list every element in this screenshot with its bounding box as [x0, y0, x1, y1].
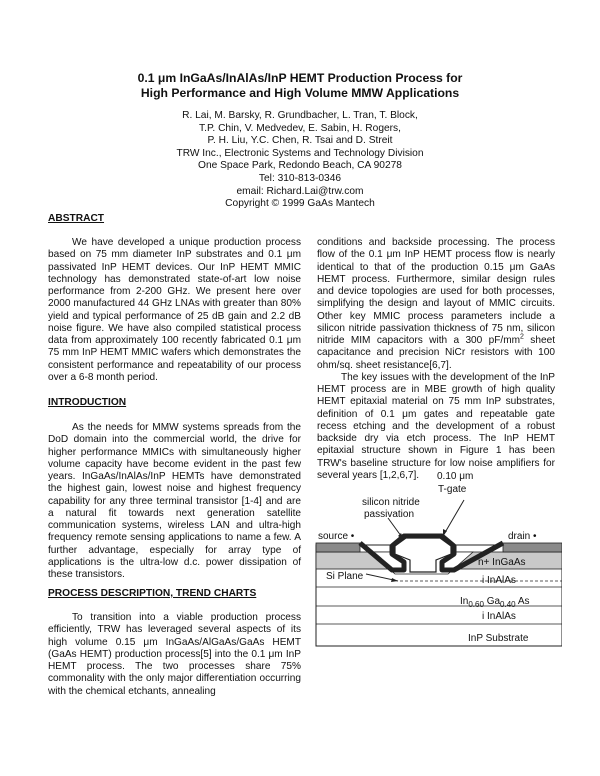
paper-title-line-1: 0.1 μm InGaAs/InAlAs/InP HEMT Production Process for: [137, 71, 463, 85]
process-text: To transition into a viable production process efficiently, TRW has leveraged several aspects of its high volume 0.15 μm InGaAs/AlGaAs/GaAs HEMT (GaAs HEMT) production process[5] into the 0.1 μm InP HEMT process. The two processes share 75% commonality with the only major differentiation occurring with the chemical etchants, annealing: [48, 612, 301, 697]
authors-line-1: R. Lai, M. Barsky, R. Grundbacher, L. Tran, T. Block,: [182, 110, 418, 121]
introduction-heading: INTRODUCTION: [48, 397, 127, 408]
drain-contact: [503, 543, 562, 552]
introduction-text: As the needs for MMW systems spreads from the DoD domain into the commercial world, the drive for higher performance MMICs with simultaneously higher volume capacity have become evident in the past few years. InGaAs/InAlAs/InP HEMTs have demonstrated the highest gain, lowest noise and highest frequency capability for any three terminal transistor [1-4] and are a natural fit towards next generation satellite communication systems, wireless LAN and ultra-high frequency remote sensing applications to name a few. A further advantage, especially for array type of applications is the ultra-low d.c. power dissipation of these transistors.: [48, 422, 301, 580]
layer-i-inalas-top: i InAlAs: [482, 575, 516, 586]
layer-i-inalas-bottom: i InAlAs: [482, 611, 516, 622]
introduction-body: [48, 422, 301, 581]
nitride-label-line-1: silicon nitride: [362, 497, 420, 508]
source-contact: [316, 543, 360, 552]
affiliation: TRW Inc., Electronic Systems and Technology Division: [176, 147, 424, 159]
process-continued: conditions and backside processing. The process flow of the 0.1 μm InP HEMT process flow is nearly identical to that of the production 0.15 μm GaAs HEMT process. Furthermore, similar design rules and device topologies are used for both processes, simplifying the design and layout of MMIC circuits. Other key MMIC process parameters include a silicon nitride passivation thickness of 75 nm, silicon nitride MIM capacitors with a 300 $pF/mm^2$ sheet capacitance and precision NiCr resistors with 100 ohm/sq. sheet resistance[6,7].: [317, 237, 555, 371]
process-heading: PROCESS DESCRIPTION, TREND CHARTS: [48, 588, 257, 599]
source-label: source •: [318, 531, 355, 542]
copyright: Copyright © 1999 GaAs Mantech: [225, 198, 375, 210]
paper-title-line-2: High Performance and High Volume MMW Applications: [140, 86, 460, 100]
email: email: Richard.Lai@trw.com: [236, 185, 364, 197]
telephone: Tel: 310-813-0346: [258, 172, 342, 184]
figure-hemt-structure: [300, 470, 562, 648]
authors-line-2: T.P. Chin, V. Medvedev, E. Sabin, H. Rogers,: [199, 122, 401, 134]
layer-n-ingaas: n+ InGaAs: [478, 557, 526, 568]
author-block: [0, 110, 600, 211]
abstract-text: We have developed a unique production process based on 75 mm diameter InP substrates and 0.1 μm passivated InP HEMT devices. Our InP HEMT MMIC technology has demonstrated state-of-art low noise performance from 2-200 GHz. We present here over 2000 manufactured 44 GHz LNAs with greater than 80% yield and typical performance of 25 dB gain and 2.2 dB noise figure. We have also compiled statistical process data from approximately 100 recently fabricated 0.1 μm 75 mm InP HEMT MMIC wafers which demonstrates the consistent performance and repeatability of our process over a 6-8 month period.: [48, 237, 301, 383]
drain-label: drain •: [508, 531, 537, 542]
introduction-section: [48, 397, 301, 409]
authors-line-3: P. H. Liu, Y.C. Chen, R. Tsai and D. Streit: [207, 135, 393, 147]
right-column-text: [317, 237, 555, 482]
process-paragraph-2: The key issues with the development of the InP HEMT process are in MBE growth of high quality HEMT epitaxial material on 75 mm InP substrates, definition of 0.1 μm gates and repeatable gate recess etching and the development of a robust backside dry via etch process. The InP HEMT epitaxial structure shown in Figure 1 has been TRW's baseline structure for low noise amplifiers for several years [1,2,6,7].: [317, 371, 555, 481]
process-section: [48, 588, 301, 600]
layer-ingaas-channel: $In_{0.60}$ $Ga_{0.40}$ As: [460, 596, 530, 609]
abstract-body: [48, 237, 301, 384]
abstract-section: [48, 213, 301, 225]
process-body: [48, 612, 301, 698]
nitride-label-line-2: passivation: [364, 509, 415, 520]
gate-label-line-1: 0.10 μm: [437, 471, 474, 482]
si-plane-label: Si Plane: [326, 571, 364, 582]
address: One Space Park, Redondo Beach, CA 90278: [198, 160, 402, 172]
abstract-heading: ABSTRACT: [48, 213, 105, 224]
gate-label-line-2: T-gate: [438, 484, 467, 495]
layer-inp-substrate: InP Substrate: [468, 633, 529, 644]
